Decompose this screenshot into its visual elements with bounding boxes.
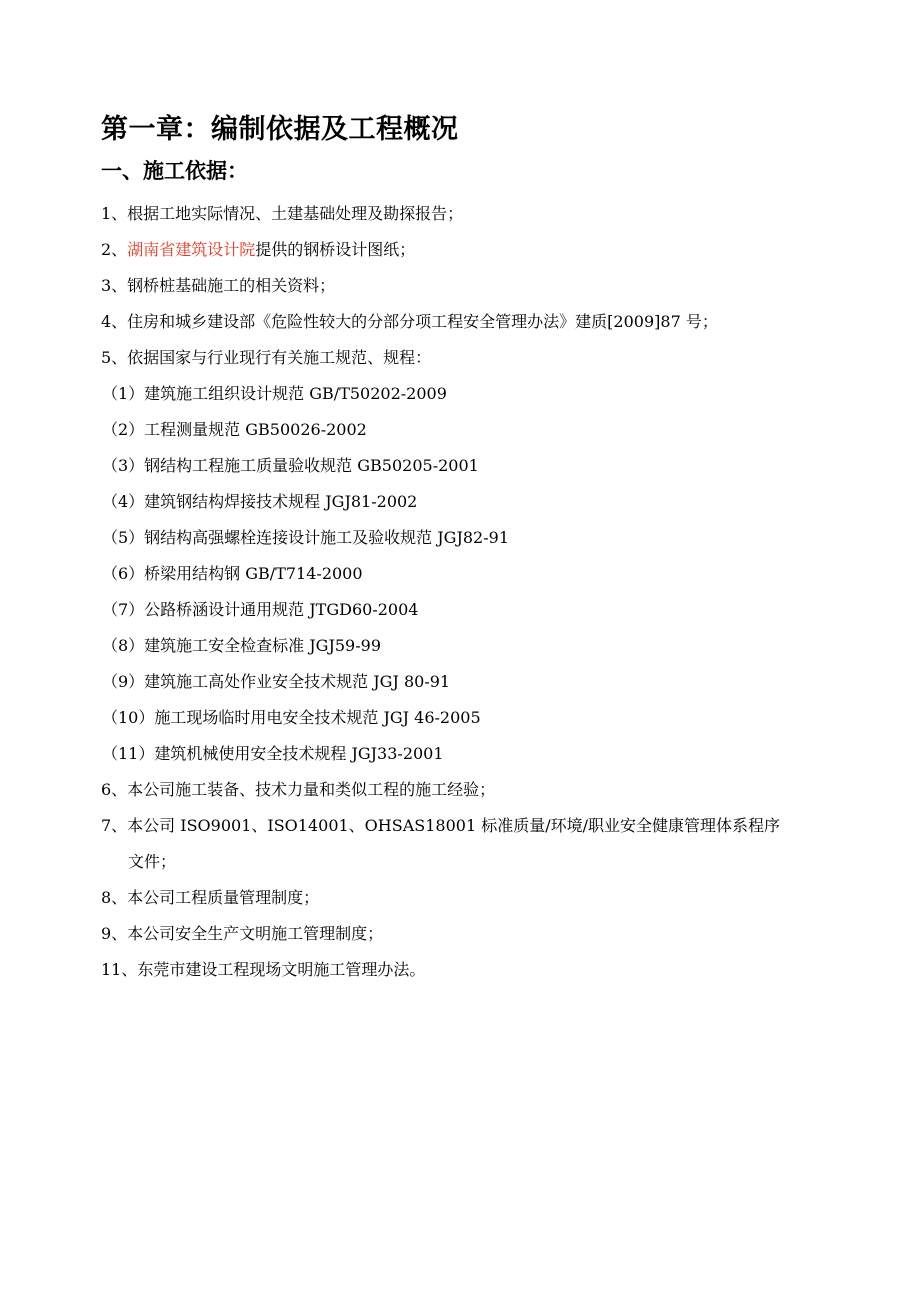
sub-list-item: （9）建筑施工高处作业安全技术规范 JGJ 80-91 [102, 672, 451, 691]
item-number: 2、 [101, 240, 128, 259]
list-item: 1、根据工地实际情况、土建基础处理及勘探报告； [101, 204, 464, 223]
sub-list-item: （5）钢结构高强螺栓连接设计施工及验收规范 JGJ82-91 [102, 528, 510, 547]
list-item: 4、住房和城乡建设部《危险性较大的分部分项工程安全管理办法》建质[2009]87 号； [101, 312, 718, 331]
list-item: 6、本公司施工装备、技术力量和类似工程的施工经验； [101, 780, 496, 799]
sub-list-item: （11）建筑机械使用安全技术规程 JGJ33-2001 [102, 744, 444, 763]
list-item: 3、钢桥桩基础施工的相关资料； [101, 276, 336, 295]
item-text: 提供的钢桥设计图纸； [255, 240, 416, 259]
sub-list-item: （6）桥梁用结构钢 GB/T714-2000 [102, 564, 363, 583]
list-item: 5、依据国家与行业现行有关施工规范、规程： [101, 348, 432, 367]
highlighted-org-name: 湖南省建筑设计院 [127, 240, 256, 259]
sub-list-item: （10）施工现场临时用电安全技术规范 JGJ 46-2005 [102, 708, 481, 727]
list-item: 9、本公司安全生产文明施工管理制度； [101, 924, 384, 943]
list-item [0, 232, 920, 268]
chapter-title: 第一章：编制依据及工程概况 [101, 114, 459, 145]
list-item: 11、东莞市建设工程现场文明施工管理办法。 [101, 960, 426, 979]
sub-list-item: （4）建筑钢结构焊接技术规程 JGJ81-2002 [102, 492, 418, 511]
section-title: 一、施工依据： [101, 159, 248, 183]
list-item-continuation: 文件； [128, 852, 177, 871]
basis-list [0, 196, 920, 988]
sub-list-item: （7）公路桥涵设计通用规范 JTGD60-2004 [102, 600, 419, 619]
list-item: 8、本公司工程质量管理制度； [101, 888, 320, 907]
sub-list-item: （1）建筑施工组织设计规范 GB/T50202-2009 [102, 384, 447, 403]
list-item: 7、本公司 ISO9001、ISO14001、OHSAS18001 标准质量/环境/职业安全健康管理体系程序 [101, 816, 780, 835]
sub-list-item: （3）钢结构工程施工质量验收规范 GB50205-2001 [102, 456, 479, 475]
sub-list-item: （8）建筑施工安全检查标准 JGJ59-99 [102, 636, 382, 655]
sub-list-item: （2）工程测量规范 GB50026-2002 [102, 420, 367, 439]
